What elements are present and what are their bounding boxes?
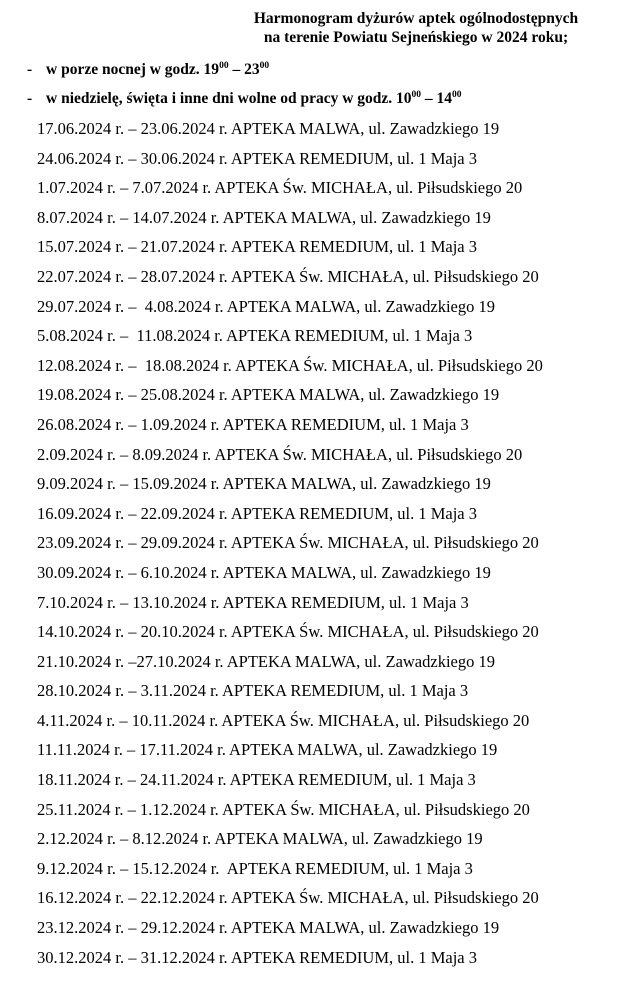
schedule-row: 16.12.2024 r. – 22.12.2024 r. APTEKA Św. MICHAŁA, ul. Piłsudskiego 20 <box>37 888 539 908</box>
schedule-row: 30.12.2024 r. – 31.12.2024 r. APTEKA REMEDIUM, ul. 1 Maja 3 <box>37 947 477 967</box>
schedule-row: 29.07.2024 r. – 4.08.2024 r. APTEKA MALWA, ul. Zawadzkiego 19 <box>37 296 495 316</box>
schedule-row: 14.10.2024 r. – 20.10.2024 r. APTEKA Św. MICHAŁA, ul. Piłsudskiego 20 <box>37 622 539 642</box>
holiday-hours-bullet <box>27 89 462 109</box>
holiday-hours-separator: – 14 <box>421 90 453 107</box>
schedule-row: 2.12.2024 r. – 8.12.2024 r. APTEKA MALWA, ul. Zawadzkiego 19 <box>37 829 483 849</box>
schedule-row: 19.08.2024 r. – 25.08.2024 r. APTEKA MALWA, ul. Zawadzkiego 19 <box>37 385 500 405</box>
night-hours-separator: – 23 <box>228 61 260 78</box>
schedule-row: 28.10.2024 r. – 3.11.2024 r. APTEKA REMEDIUM, ul. 1 Maja 3 <box>37 681 469 701</box>
schedule-row: 16.09.2024 r. – 22.09.2024 r. APTEKA REMEDIUM, ul. 1 Maja 3 <box>37 503 477 523</box>
document-title <box>220 9 612 47</box>
holiday-start-minutes: 00 <box>411 90 422 100</box>
night-hours-bullet <box>27 60 269 80</box>
duty-schedule-list <box>37 117 543 975</box>
title-line-2: na terenie Powiatu Sejneńskiego w 2024 roku; <box>263 29 569 46</box>
schedule-row: 23.12.2024 r. – 29.12.2024 r. APTEKA MALWA, ul. Zawadzkiego 19 <box>37 918 500 938</box>
schedule-row: 30.09.2024 r. – 6.10.2024 r. APTEKA MALWA, ul. Zawadzkiego 19 <box>37 562 491 582</box>
schedule-row: 22.07.2024 r. – 28.07.2024 r. APTEKA Św. MICHAŁA, ul. Piłsudskiego 20 <box>37 266 539 286</box>
schedule-row: 17.06.2024 r. – 23.06.2024 r. APTEKA MALWA, ul. Zawadzkiego 19 <box>37 119 500 138</box>
schedule-row: 12.08.2024 r. – 18.08.2024 r. APTEKA Św. MICHAŁA, ul. Piłsudskiego 20 <box>37 355 543 375</box>
holiday-hours-text: w niedzielę, święta i inne dni wolne od pracy w godz. 10 <box>46 90 412 107</box>
schedule-row: 5.08.2024 r. – 11.08.2024 r. APTEKA REMEDIUM, ul. 1 Maja 3 <box>37 326 473 346</box>
night-start-minutes: 00 <box>219 61 229 71</box>
schedule-row: 9.09.2024 r. – 15.09.2024 r. APTEKA MALWA, ul. Zawadzkiego 19 <box>37 474 491 494</box>
title-line-1: Harmonogram dyżurów aptek ogólnodostępnych <box>253 10 579 27</box>
schedule-row: 2.09.2024 r. – 8.09.2024 r. APTEKA Św. MICHAŁA, ul. Piłsudskiego 20 <box>37 444 523 464</box>
schedule-row: 21.10.2024 r. –27.10.2024 r. APTEKA MALWA, ul. Zawadzkiego 19 <box>37 651 495 671</box>
bullet-dash: - <box>27 61 33 78</box>
schedule-row: 23.09.2024 r. – 29.09.2024 r. APTEKA Św. MICHAŁA, ul. Piłsudskiego 20 <box>37 533 539 553</box>
schedule-row: 15.07.2024 r. – 21.07.2024 r. APTEKA REMEDIUM, ul. 1 Maja 3 <box>37 237 477 257</box>
schedule-row: 26.08.2024 r. – 1.09.2024 r. APTEKA REMEDIUM, ul. 1 Maja 3 <box>37 414 469 434</box>
night-hours-text: w porze nocnej w godz. 19 <box>46 61 220 78</box>
schedule-row: 7.10.2024 r. – 13.10.2024 r. APTEKA REMEDIUM, ul. 1 Maja 3 <box>37 592 469 612</box>
schedule-row: 8.07.2024 r. – 14.07.2024 r. APTEKA MALWA, ul. Zawadzkiego 19 <box>37 207 491 227</box>
schedule-row: 1.07.2024 r. – 7.07.2024 r. APTEKA Św. MICHAŁA, ul. Piłsudskiego 20 <box>37 178 523 198</box>
holiday-end-minutes: 00 <box>452 90 462 100</box>
night-end-minutes: 00 <box>259 61 270 71</box>
schedule-row: 18.11.2024 r. – 24.11.2024 r. APTEKA REMEDIUM, ul. 1 Maja 3 <box>37 770 476 790</box>
schedule-row: 9.12.2024 r. – 15.12.2024 r. APTEKA REMEDIUM, ul. 1 Maja 3 <box>37 858 473 878</box>
bullet-dash: - <box>27 90 33 107</box>
schedule-row: 24.06.2024 r. – 30.06.2024 r. APTEKA REMEDIUM, ul. 1 Maja 3 <box>37 148 477 168</box>
schedule-row: 25.11.2024 r. – 1.12.2024 r. APTEKA Św. MICHAŁA, ul. Piłsudskiego 20 <box>37 799 530 819</box>
schedule-row: 11.11.2024 r. – 17.11.2024 r. APTEKA MALWA, ul. Zawadzkiego 19 <box>37 740 498 760</box>
schedule-row: 4.11.2024 r. – 10.11.2024 r. APTEKA Św. MICHAŁA, ul. Piłsudskiego 20 <box>37 710 530 730</box>
